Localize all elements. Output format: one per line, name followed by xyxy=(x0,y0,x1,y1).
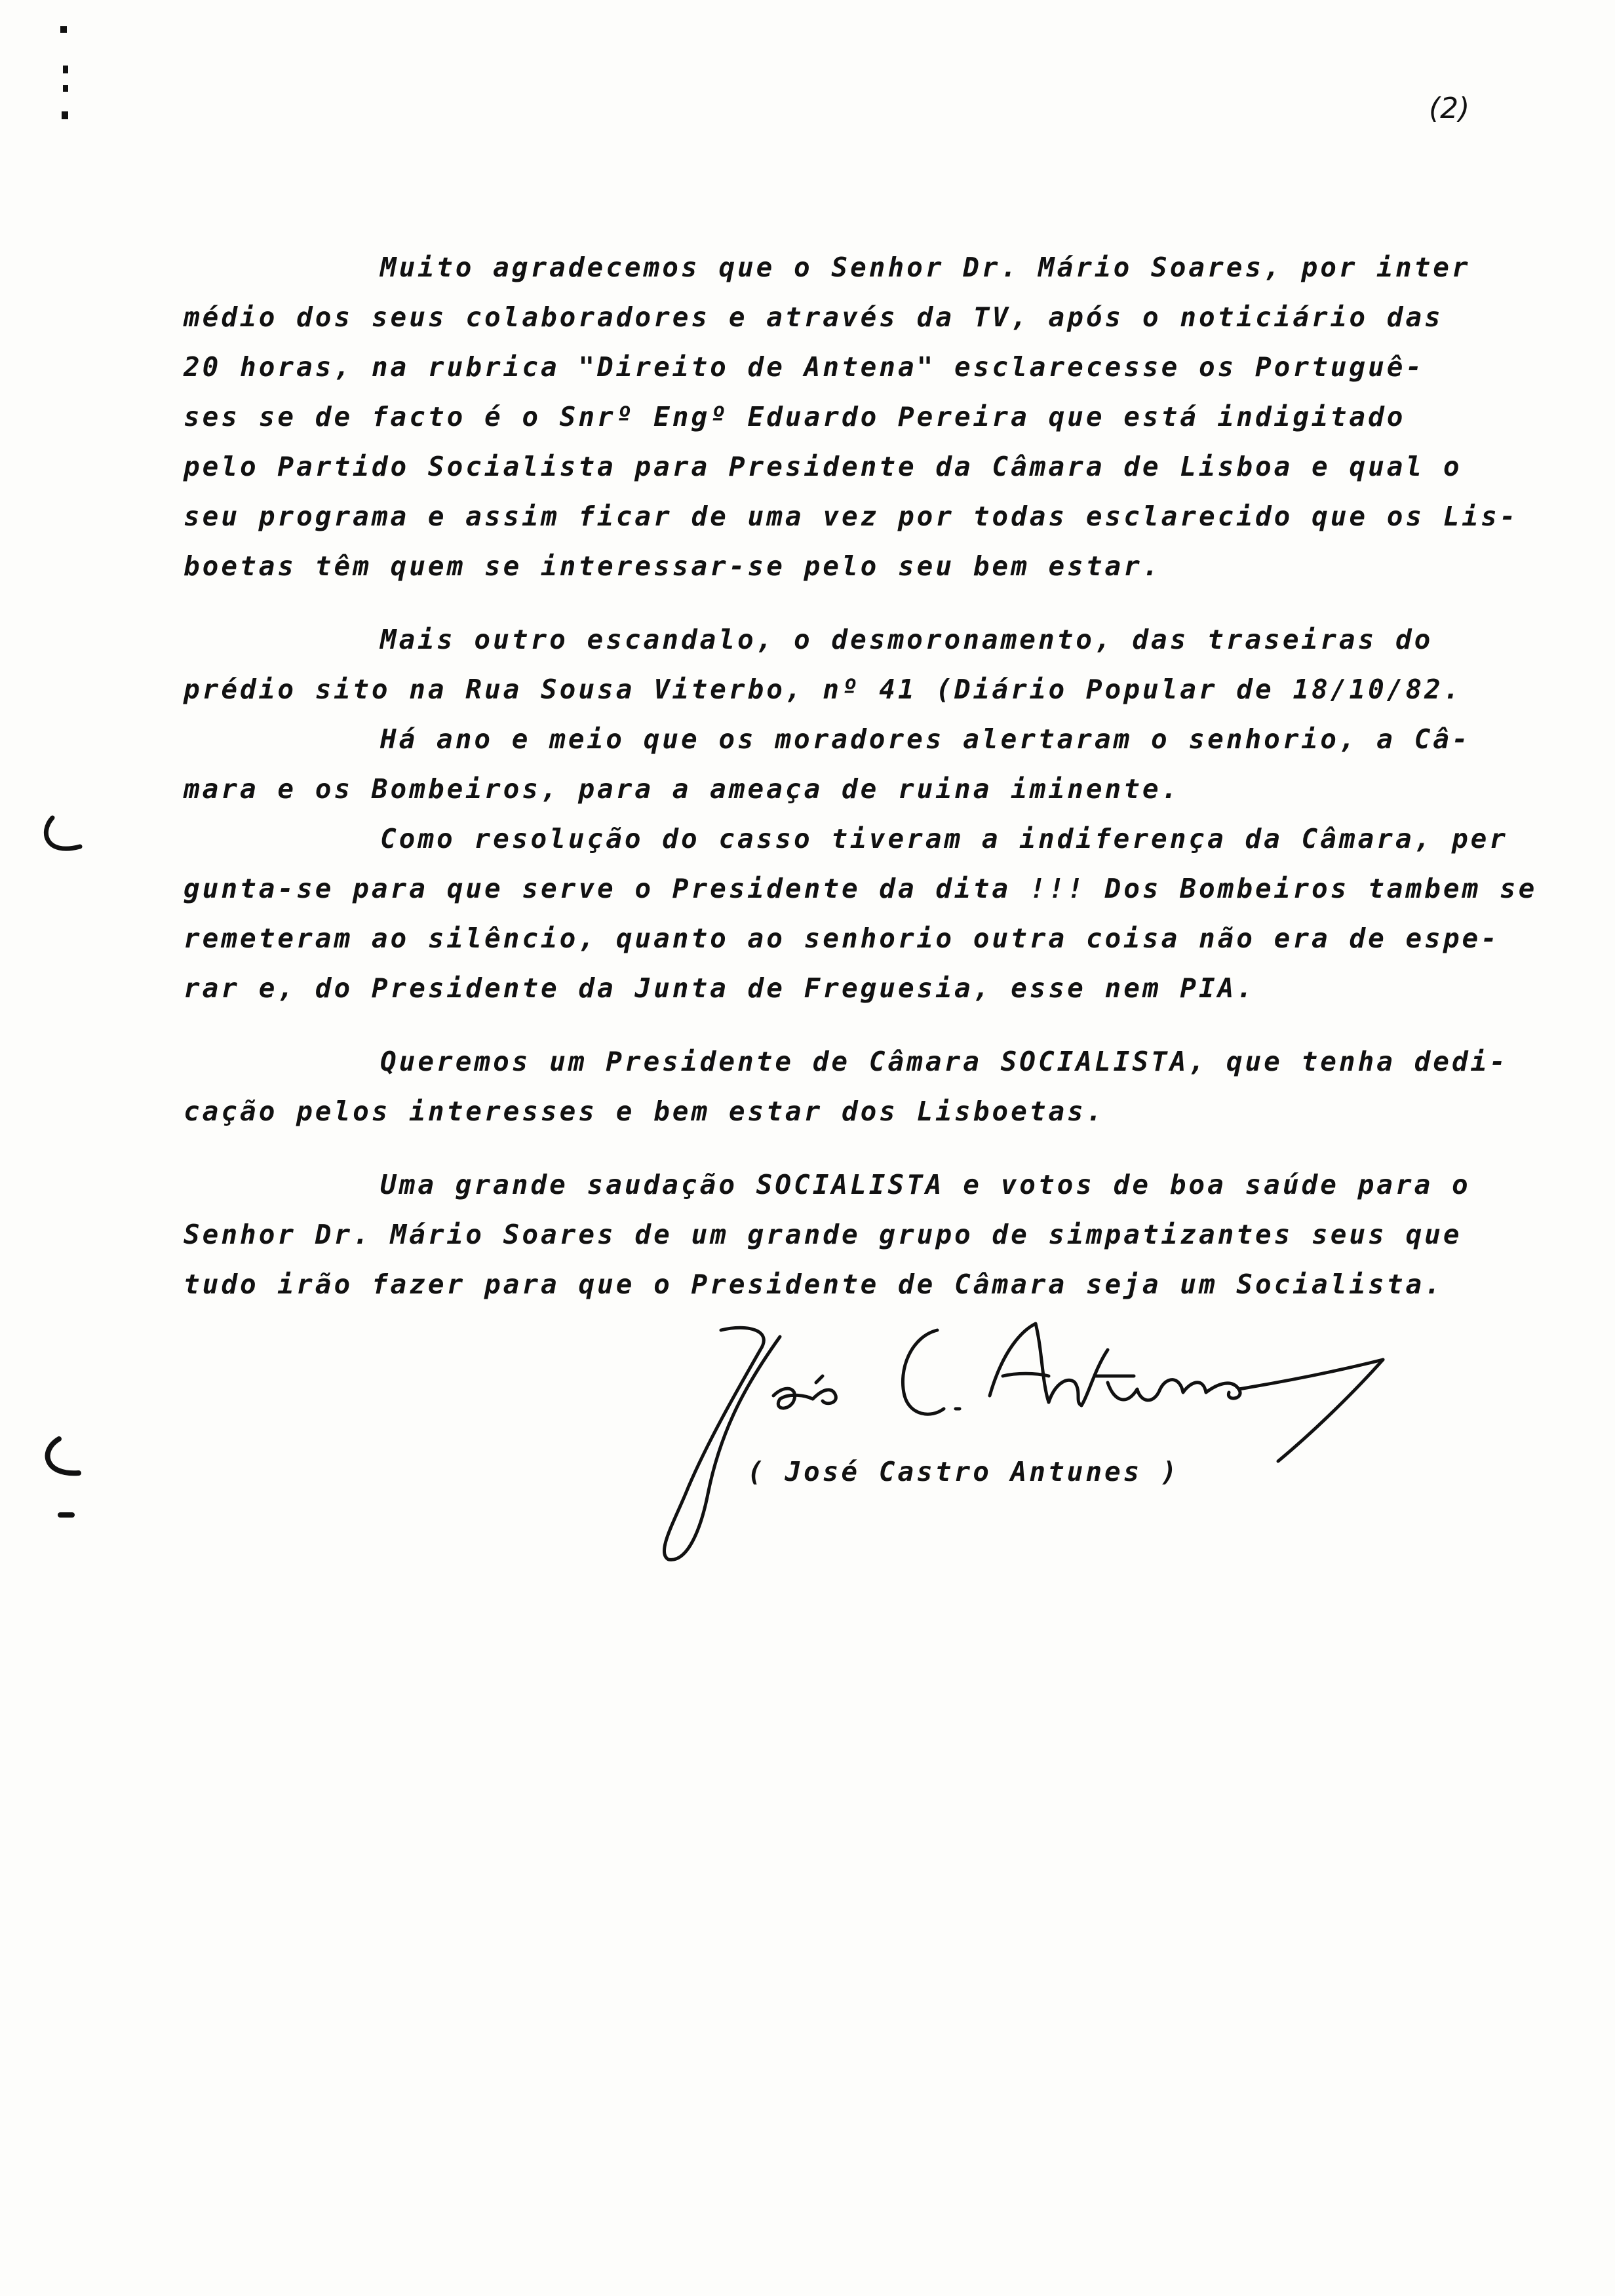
text-line: tudo irão fazer para que o Presidente de Câmara seja um Socialista. xyxy=(184,1269,1443,1300)
edge-dot xyxy=(62,111,68,119)
binder-hole-mark xyxy=(39,813,85,858)
handwritten-signature xyxy=(649,1311,1449,1566)
text-line: Mais outro escandalo, o desmoronamento, das traseiras do xyxy=(380,624,1433,655)
text-line: seu programa e assim ficar de uma vez por todas esclarecido que os Lis- xyxy=(184,501,1519,532)
text-line: prédio sito na Rua Sousa Viterbo, nº 41 (Diário Popular de 18/10/82. xyxy=(184,674,1462,705)
text-line: Uma grande saudação SOCIALISTA e votos de boa saúde para o xyxy=(380,1169,1471,1200)
edge-dot xyxy=(58,1512,75,1518)
text-line: 20 horas, na rubrica "Direito de Antena" esclarecesse os Portuguê- xyxy=(184,351,1425,383)
text-line: pelo Partido Socialista para Presidente da Câmara de Lisboa e qual o xyxy=(184,451,1462,482)
text-line: boetas têm quem se interessar-se pelo seu bem estar. xyxy=(184,550,1161,582)
edge-dot xyxy=(60,26,67,33)
binder-hole-mark xyxy=(39,1435,85,1481)
page-number: (2) xyxy=(1429,92,1470,125)
text-line: ses se de facto é o Snrº Engº Eduardo Pereira que está indigitado xyxy=(184,401,1406,432)
edge-dot xyxy=(63,85,68,92)
text-line: Muito agradecemos que o Senhor Dr. Mário Soares, por inter xyxy=(380,252,1471,283)
text-line: remeteram ao silêncio, quanto ao senhorio outra coisa não era de espe- xyxy=(184,923,1500,954)
signature-name: ( José Castro Antunes ) xyxy=(747,1456,1180,1487)
text-line: cação pelos interesses e bem estar dos Lisboetas. xyxy=(184,1096,1105,1127)
text-line: Como resolução do casso tiveram a indiferença da Câmara, per xyxy=(380,823,1509,854)
text-line: Senhor Dr. Mário Soares de um grande grupo de simpatizantes seus que xyxy=(184,1219,1462,1250)
text-line: rar e, do Presidente da Junta de Freguesia, esse nem PIA. xyxy=(184,972,1255,1004)
text-line: Há ano e meio que os moradores alertaram o senhorio, a Câ- xyxy=(380,723,1471,755)
edge-dot xyxy=(63,66,68,73)
letter-body xyxy=(184,242,1566,1309)
text-line: mara e os Bombeiros, para a ameaça de ruina iminente. xyxy=(184,773,1180,805)
text-line: Queremos um Presidente de Câmara SOCIALISTA, que tenha dedi- xyxy=(380,1046,1509,1077)
text-line: gunta-se para que serve o Presidente da dita !!! Dos Bombeiros tambem se xyxy=(184,873,1538,904)
text-line: médio dos seus colaboradores e através da TV, após o noticiário das xyxy=(184,301,1443,333)
